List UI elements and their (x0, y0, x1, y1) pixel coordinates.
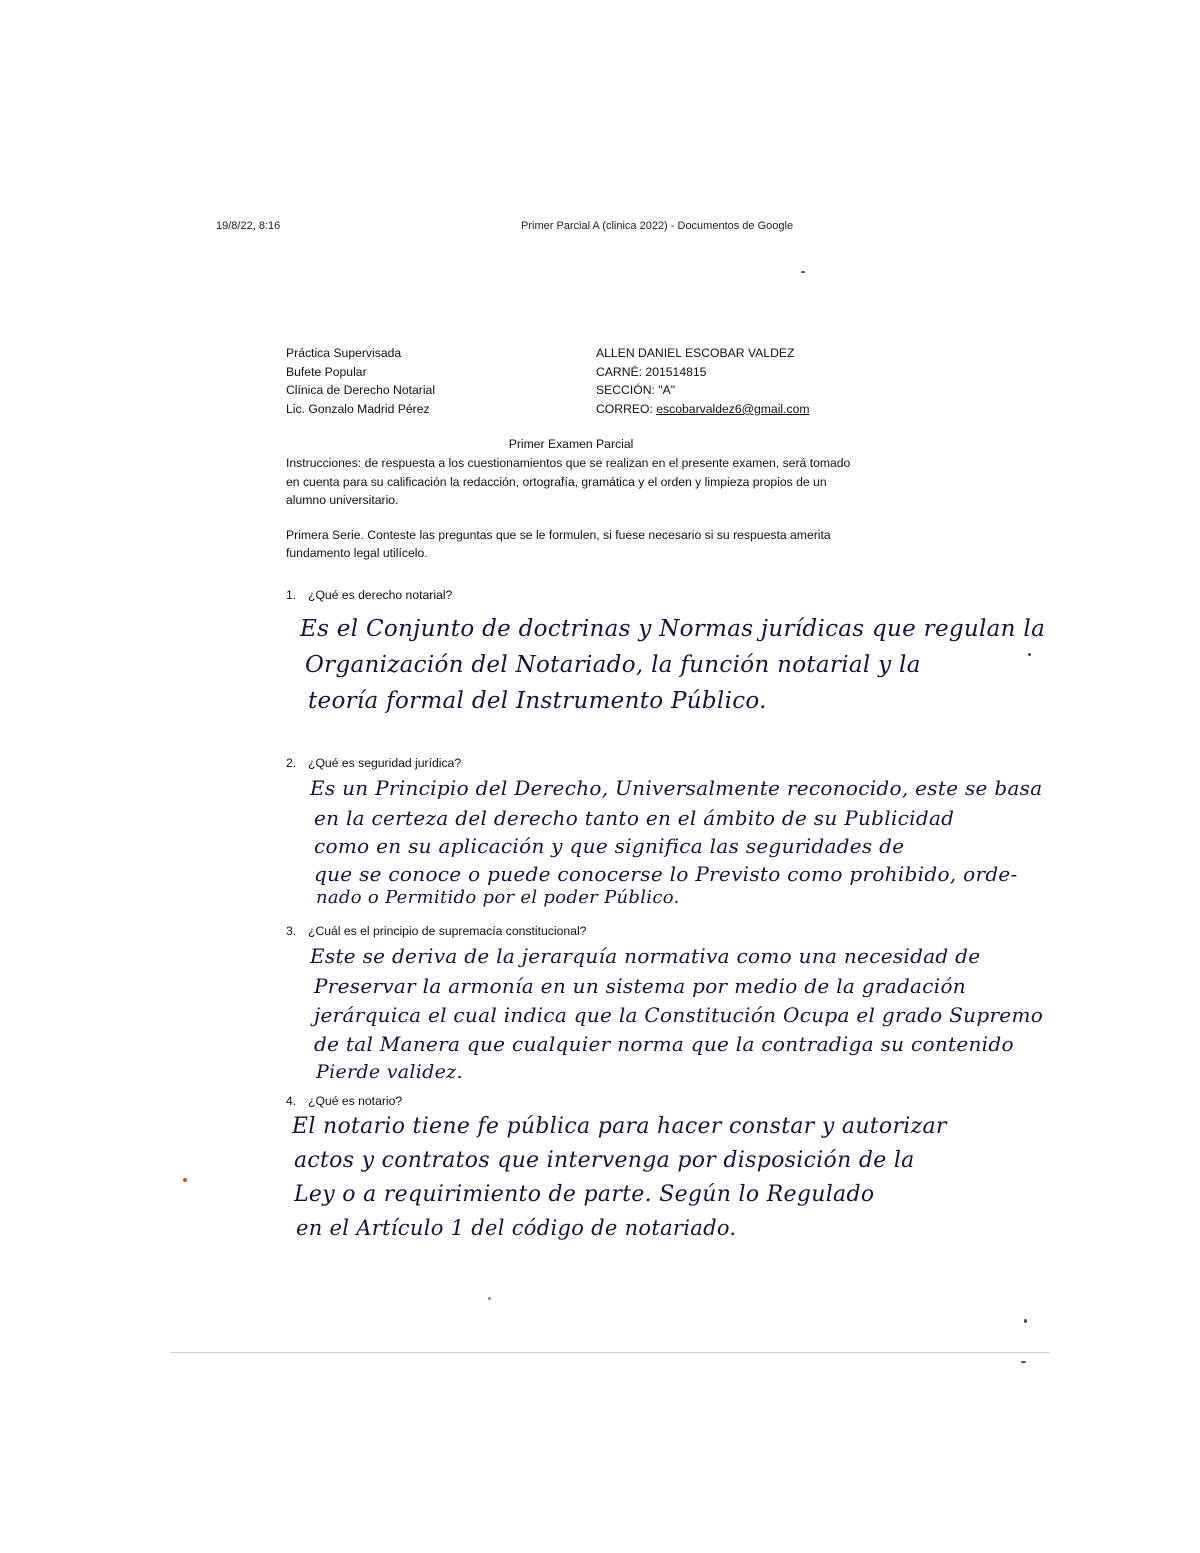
handwritten-answer-line: nado o Permitido por el poder Público. (316, 887, 680, 908)
handwritten-answer-line: en la certeza del derecho tanto en el ámbito de su Publicidad (314, 806, 955, 830)
question-text: ¿Qué es derecho notarial? (308, 588, 453, 602)
primera-serie-text: Primera Serie. Conteste las preguntas que se le formulen, si fuese necesario si su respuesta amerita fundamento legal utilícelo. (286, 527, 831, 561)
student-section: SECCIÓN: "A" (596, 383, 676, 398)
question-number: 4. (286, 1094, 297, 1108)
exam-document (286, 344, 856, 563)
question-number: 2. (286, 756, 297, 770)
handwritten-answer-line: jerárquica el cual indica que la Constitución Ocupa el grado Supremo (314, 1003, 1044, 1027)
email-label: CORREO: (596, 401, 657, 416)
scan-fold-line (170, 1352, 1050, 1353)
scan-speck (488, 1297, 491, 1300)
handwritten-answer-line: de tal Manera que cualquier norma que la contradiga su contenido (314, 1032, 1014, 1056)
scan-speck (1021, 1361, 1026, 1363)
question-text: ¿Qué es notario? (308, 1094, 403, 1108)
student-carne: CARNÉ: 201514815 (596, 364, 707, 379)
student-info (596, 344, 856, 418)
handwritten-answer-line: que se conoce o puede conocerse lo Previsto como prohibido, orde- (314, 862, 1018, 886)
handwritten-answer-line: Organización del Notariado, la función notarial y la (305, 652, 921, 678)
student-name: ALLEN DANIEL ESCOBAR VALDEZ (596, 346, 795, 360)
question-text: ¿Qué es seguridad jurídica? (308, 756, 462, 770)
student-email-line (596, 400, 856, 419)
question-4 (286, 1094, 402, 1108)
exam-title: Primer Examen Parcial (508, 437, 634, 452)
course-info (286, 344, 536, 418)
question-text: ¿Cuál es el principio de supremacía constitucional? (308, 924, 587, 938)
scan-speck (183, 1178, 187, 1182)
handwritten-answer-line: Preservar la armonía en un sistema por medio de la gradación (314, 974, 966, 998)
handwritten-answer-line: en el Artículo 1 del código de notariado. (296, 1216, 737, 1240)
print-date: 19/8/22, 8:16 (216, 220, 281, 232)
course-info-line: Lic. Gonzalo Madrid Pérez (286, 401, 430, 416)
print-header (0, 220, 1200, 240)
question-3 (286, 924, 586, 938)
question-2 (286, 756, 461, 770)
handwritten-answer-line: Pierde validez. (316, 1061, 463, 1083)
scan-speck (1028, 653, 1031, 656)
handwritten-answer-line: Es un Principio del Derecho, Universalmente reconocido, este se basa (310, 776, 1043, 800)
student-email-link[interactable]: escobarvaldez6@gmail.com (656, 401, 810, 416)
course-info-line: Práctica Supervisada (286, 346, 402, 360)
scan-speck (801, 271, 805, 273)
handwritten-answer-line: como en su aplicación y que significa las seguridades de (314, 834, 905, 858)
handwritten-answer-line: El notario tiene fe pública para hacer constar y autorizar (292, 1114, 947, 1139)
course-info-line: Bufete Popular (286, 364, 367, 379)
scan-speck (1024, 1319, 1027, 1323)
handwritten-answer-line: teoría formal del Instrumento Público. (308, 688, 767, 714)
handwritten-answer-line: Este se deriva de la jerarquía normativa como una necesidad de (310, 944, 981, 968)
print-title: Primer Parcial A (clinica 2022) - Documentos de Google (521, 220, 794, 232)
question-number: 3. (286, 924, 297, 938)
instructions-text: Instrucciones: de respuesta a los cuestionamientos que se realizan en el presente examen, será tomado en cuenta para su calificación la redacción, ortografía, gramática y el orden y limpieza propios de un alumno universitario. (286, 455, 851, 508)
handwritten-answer-line: Ley o a requirimiento de parte. Según lo Regulado (294, 1182, 875, 1207)
exam-header (286, 344, 856, 418)
course-info-line: Clínica de Derecho Notarial (286, 383, 436, 398)
handwritten-answer-line: Es el Conjunto de doctrinas y Normas jurídicas que regulan la (300, 616, 1046, 642)
handwritten-answer-line: actos y contratos que intervenga por disposición de la (294, 1148, 915, 1173)
question-number: 1. (286, 588, 297, 602)
question-1 (286, 588, 452, 602)
